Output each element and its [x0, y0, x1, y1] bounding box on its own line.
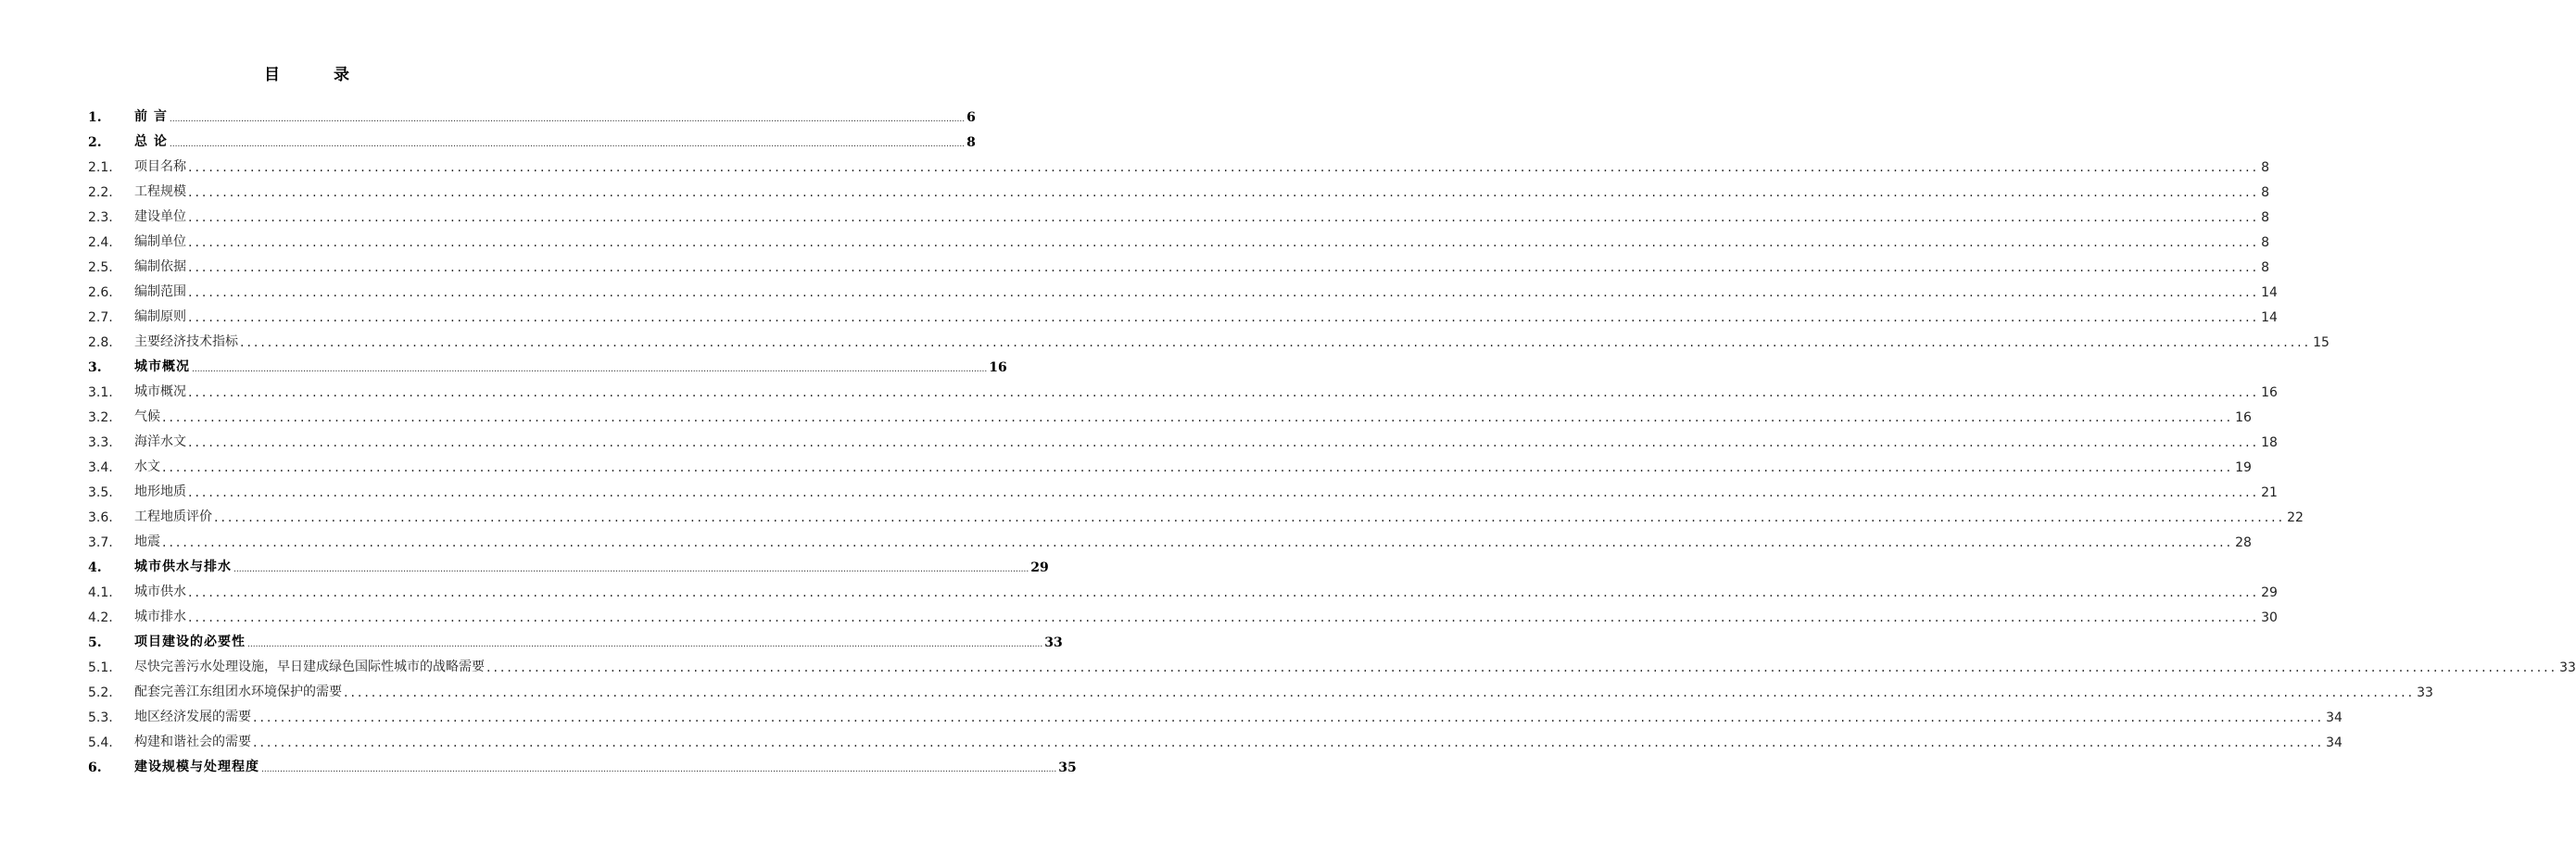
toc-entry-label: 编制原则 — [134, 309, 186, 324]
toc-dot-leader: ............................................................................................................................................................................................................................................................................................................ — [169, 140, 966, 149]
toc-entry-page: 30 — [2261, 610, 2278, 625]
toc-entry-number: 4.2. — [88, 610, 113, 625]
toc-section-entry[interactable] — [88, 729, 2342, 754]
toc-entry-number: 5. — [88, 635, 102, 650]
toc-section-entry[interactable] — [88, 379, 2278, 404]
toc-chapter-entry[interactable] — [88, 104, 976, 129]
toc-section-entry[interactable] — [88, 154, 2269, 179]
toc-entry-page: 29 — [2261, 585, 2278, 600]
toc-entry-page: 34 — [2326, 710, 2342, 725]
toc-entry-number: 2.1. — [88, 160, 113, 175]
toc-dot-leader: ............................................................................................................................................................................................................................................................................................................ — [247, 640, 1043, 649]
toc-dot-leader: ............................................................................................................................................................................................................................................................................................................ — [234, 565, 1029, 574]
toc-dot-leader: ............................................................................................................................................................................................................................................................................................................ — [240, 335, 2312, 350]
toc-entry-label: 项目名称 — [134, 159, 186, 174]
toc-dot-leader: ............................................................................................................................................................................................................................................................................................................ — [214, 510, 2286, 525]
toc-entry-number: 3.7. — [88, 535, 113, 550]
toc-entry-page: 8 — [2261, 210, 2269, 225]
toc-title: 目 录 — [264, 66, 373, 84]
toc-entry-label: 城市排水 — [134, 609, 186, 624]
table-of-contents — [88, 104, 2576, 779]
toc-entry-page: 6 — [966, 110, 976, 125]
toc-entry-label: 项目建设的必要性 — [134, 635, 246, 649]
toc-section-entry[interactable] — [88, 304, 2278, 329]
toc-entry-page: 19 — [2235, 460, 2252, 475]
toc-entry-number: 3.5. — [88, 485, 113, 500]
toc-entry-label: 主要经济技术指标 — [134, 334, 238, 349]
toc-entry-label: 海洋水文 — [134, 434, 186, 449]
toc-entry-label: 水文 — [134, 459, 160, 474]
toc-entry-number: 2.8. — [88, 335, 113, 350]
toc-chapter-entry[interactable] — [88, 754, 1077, 779]
toc-entry-label: 编制依据 — [134, 259, 186, 274]
toc-entry-label: 配套完善江东组团水环境保护的需要 — [134, 685, 342, 699]
toc-dot-leader: ............................................................................................................................................................................................................................................................................................................ — [486, 660, 2558, 675]
toc-entry-number: 5.1. — [88, 660, 113, 675]
toc-chapter-entry[interactable] — [88, 129, 976, 154]
toc-entry-number: 5.2. — [88, 685, 113, 700]
toc-entry-page: 34 — [2326, 735, 2342, 750]
toc-entry-number: 2. — [88, 135, 102, 150]
toc-section-entry[interactable] — [88, 254, 2269, 279]
toc-entry-number: 4. — [88, 560, 102, 575]
toc-entry-number: 6. — [88, 760, 102, 775]
toc-entry-number: 2.3. — [88, 210, 113, 225]
toc-section-entry[interactable] — [88, 204, 2269, 229]
toc-entry-page: 28 — [2235, 535, 2252, 550]
toc-section-entry[interactable] — [88, 479, 2278, 504]
toc-dot-leader: ............................................................................................................................................................................................................................................................................................................ — [188, 385, 2260, 400]
toc-entry-label: 前 言 — [134, 109, 168, 124]
toc-dot-leader: ............................................................................................................................................................................................................................................................................................................ — [162, 460, 2234, 475]
toc-section-entry[interactable] — [88, 404, 2252, 429]
toc-entry-page: 33 — [2417, 685, 2433, 700]
toc-entry-label: 尽快完善污水处理设施，早日建成绿色国际性城市的战略需要 — [134, 660, 485, 674]
toc-chapter-entry[interactable] — [88, 354, 1007, 379]
toc-section-entry[interactable] — [88, 179, 2269, 204]
toc-section-entry[interactable] — [88, 504, 2304, 529]
toc-entry-number: 2.4. — [88, 235, 113, 250]
toc-dot-leader: ............................................................................................................................................................................................................................................................................................................ — [162, 410, 2234, 425]
toc-entry-number: 5.4. — [88, 735, 113, 750]
toc-section-entry[interactable] — [88, 329, 2330, 354]
toc-entry-label: 城市供水 — [134, 584, 186, 599]
toc-entry-number: 2.6. — [88, 285, 113, 300]
toc-entry-number: 2.7. — [88, 310, 113, 325]
toc-entry-page: 8 — [2261, 160, 2269, 175]
toc-entry-number: 3.2. — [88, 410, 113, 425]
toc-section-entry[interactable] — [88, 529, 2252, 554]
toc-entry-number: 4.1. — [88, 585, 113, 600]
toc-section-entry[interactable] — [88, 679, 2433, 704]
toc-entry-page: 29 — [1030, 560, 1049, 575]
toc-section-entry[interactable] — [88, 279, 2278, 304]
toc-dot-leader: ............................................................................................................................................................................................................................................................................................................ — [188, 160, 2260, 175]
toc-dot-leader: ............................................................................................................................................................................................................................................................................................................ — [192, 365, 988, 374]
toc-entry-page: 8 — [966, 135, 976, 150]
toc-entry-number: 5.3. — [88, 710, 113, 725]
toc-entry-number: 2.5. — [88, 260, 113, 275]
toc-entry-page: 8 — [2261, 235, 2269, 250]
toc-section-entry[interactable] — [88, 229, 2269, 254]
toc-section-entry[interactable] — [88, 429, 2278, 454]
toc-entry-label: 地形地质 — [134, 484, 186, 499]
toc-entry-page: 8 — [2261, 260, 2269, 275]
toc-entry-label: 城市概况 — [134, 359, 190, 374]
toc-dot-leader: ............................................................................................................................................................................................................................................................................................................ — [261, 765, 1057, 774]
toc-entry-page: 18 — [2261, 435, 2278, 450]
toc-entry-label: 城市概况 — [134, 384, 186, 399]
toc-dot-leader: ............................................................................................................................................................................................................................................................................................................ — [253, 710, 2325, 725]
toc-entry-label: 工程地质评价 — [134, 509, 212, 524]
toc-entry-page: 15 — [2313, 335, 2330, 350]
toc-chapter-entry[interactable] — [88, 554, 1049, 579]
toc-dot-leader: ............................................................................................................................................................................................................................................................................................................ — [188, 285, 2260, 300]
toc-entry-number: 3.4. — [88, 460, 113, 475]
toc-dot-leader: ............................................................................................................................................................................................................................................................................................................ — [188, 435, 2260, 450]
toc-entry-label: 总 论 — [134, 134, 168, 149]
toc-entry-page: 16 — [2261, 385, 2278, 400]
toc-entry-label: 工程规模 — [134, 184, 186, 199]
toc-entry-number: 3.1. — [88, 385, 113, 400]
toc-entry-label: 城市供水与排水 — [134, 559, 232, 574]
toc-dot-leader: ............................................................................................................................................................................................................................................................................................................ — [162, 535, 2234, 550]
toc-entry-label: 建设规模与处理程度 — [134, 760, 259, 774]
toc-dot-leader: ............................................................................................................................................................................................................................................................................................................ — [253, 735, 2325, 750]
toc-dot-leader: ............................................................................................................................................................................................................................................................................................................ — [169, 115, 966, 124]
toc-entry-page: 8 — [2261, 185, 2269, 200]
toc-dot-leader: ............................................................................................................................................................................................................................................................................................................ — [188, 210, 2260, 225]
toc-section-entry[interactable] — [88, 604, 2278, 629]
toc-entry-label: 气候 — [134, 409, 160, 424]
toc-entry-number: 1. — [88, 110, 102, 125]
toc-dot-leader: ............................................................................................................................................................................................................................................................................................................ — [188, 260, 2260, 275]
toc-entry-page: 16 — [989, 360, 1007, 375]
toc-entry-label: 地震 — [134, 534, 160, 549]
toc-section-entry[interactable] — [88, 579, 2278, 604]
toc-entry-label: 建设单位 — [134, 209, 186, 224]
toc-entry-label: 构建和谐社会的需要 — [134, 735, 251, 749]
toc-section-entry[interactable] — [88, 654, 2576, 679]
toc-dot-leader: ............................................................................................................................................................................................................................................................................................................ — [188, 235, 2260, 250]
toc-dot-leader: ............................................................................................................................................................................................................................................................................................................ — [188, 585, 2260, 600]
toc-entry-number: 2.2. — [88, 185, 113, 200]
toc-section-entry[interactable] — [88, 454, 2252, 479]
toc-entry-number: 3.6. — [88, 510, 113, 525]
toc-entry-label: 编制单位 — [134, 234, 186, 249]
toc-dot-leader: ............................................................................................................................................................................................................................................................................................................ — [188, 485, 2260, 500]
toc-entry-label: 地区经济发展的需要 — [134, 710, 251, 724]
toc-entry-number: 3.3. — [88, 435, 113, 450]
toc-entry-number: 3. — [88, 360, 102, 375]
toc-dot-leader: ............................................................................................................................................................................................................................................................................................................ — [188, 610, 2260, 625]
toc-dot-leader: ............................................................................................................................................................................................................................................................................................................ — [344, 685, 2416, 700]
toc-entry-page: 22 — [2287, 510, 2304, 525]
toc-entry-page: 33 — [2559, 660, 2576, 675]
toc-entry-label: 编制范围 — [134, 284, 186, 299]
toc-dot-leader: ............................................................................................................................................................................................................................................................................................................ — [188, 185, 2260, 200]
toc-entry-page: 35 — [1058, 760, 1077, 775]
toc-entry-page: 33 — [1044, 635, 1063, 650]
toc-entry-page: 14 — [2261, 285, 2278, 300]
toc-chapter-entry[interactable] — [88, 629, 1063, 654]
toc-entry-page: 21 — [2261, 485, 2278, 500]
toc-entry-page: 14 — [2261, 310, 2278, 325]
toc-dot-leader: ............................................................................................................................................................................................................................................................................................................ — [188, 310, 2260, 325]
toc-section-entry[interactable] — [88, 704, 2342, 729]
toc-entry-page: 16 — [2235, 410, 2252, 425]
